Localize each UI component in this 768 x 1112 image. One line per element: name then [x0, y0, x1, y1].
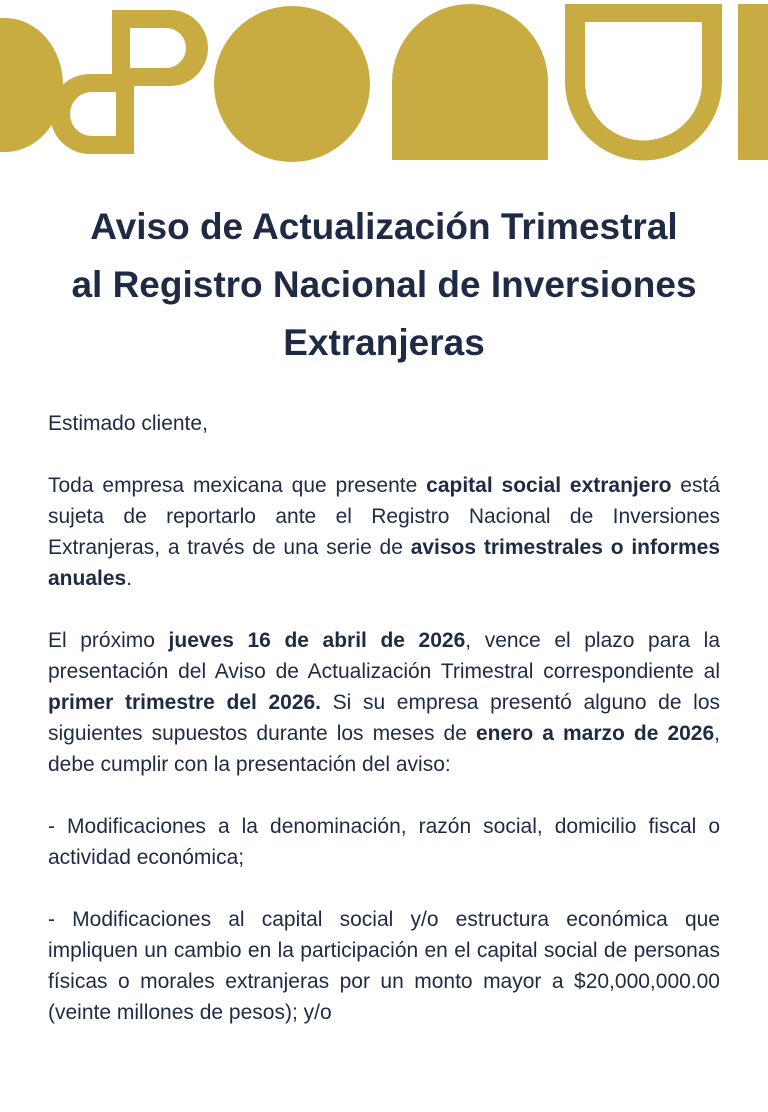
text-run: . [126, 567, 133, 590]
greeting: Estimado cliente, [48, 412, 208, 435]
list-item: - Modificaciones al capital social y/o estructura económica que impliquen un cambio en la participación en el capital social de personas físicas o morales extranjeras por un monto mayor a $20,000,000.00 (veinte millones de pesos); y/o [48, 908, 720, 1024]
title-line: al Registro Nacional de Inversiones [71, 264, 697, 305]
emphasis-deadline-date: jueves 16 de abril de 2026 [168, 629, 466, 652]
brand-banner-logo [0, 4, 768, 162]
page-title [40, 198, 728, 372]
emphasis-capital-social: capital social extranjero [426, 474, 672, 497]
text-run: Si su empresa presentó alguno de los siguientes supuestos durante los meses de [48, 691, 720, 745]
emphasis-avisos: avisos trimestrales o informes anuales [48, 536, 721, 590]
text-run: El próximo [48, 629, 169, 652]
text-run: está sujeta de reportarlo ante el Registro Nacional de Inversiones Extranjeras, a través de una serie de [48, 474, 720, 559]
emphasis-quarter: primer trimestre del 2026. [48, 691, 322, 714]
brand-banner [0, 0, 768, 170]
paragraph-intro [48, 470, 720, 594]
text-run: , vence el plazo para la presentación del Aviso de Actualización Trimestral correspondiente al [48, 629, 720, 683]
text-run: Toda empresa mexicana que presente [48, 474, 427, 497]
paragraph-deadline [48, 625, 720, 780]
list-item: - Modificaciones a la denominación, razón social, domicilio fiscal o actividad económica; [48, 815, 720, 869]
emphasis-months: enero a marzo de 2026 [475, 722, 715, 745]
title-line: Aviso de Actualización Trimestral [90, 206, 678, 247]
title-line: Extranjeras [283, 322, 485, 363]
letter-body [48, 408, 720, 1059]
text-run: , debe cumplir con la presentación del aviso: [48, 722, 721, 776]
